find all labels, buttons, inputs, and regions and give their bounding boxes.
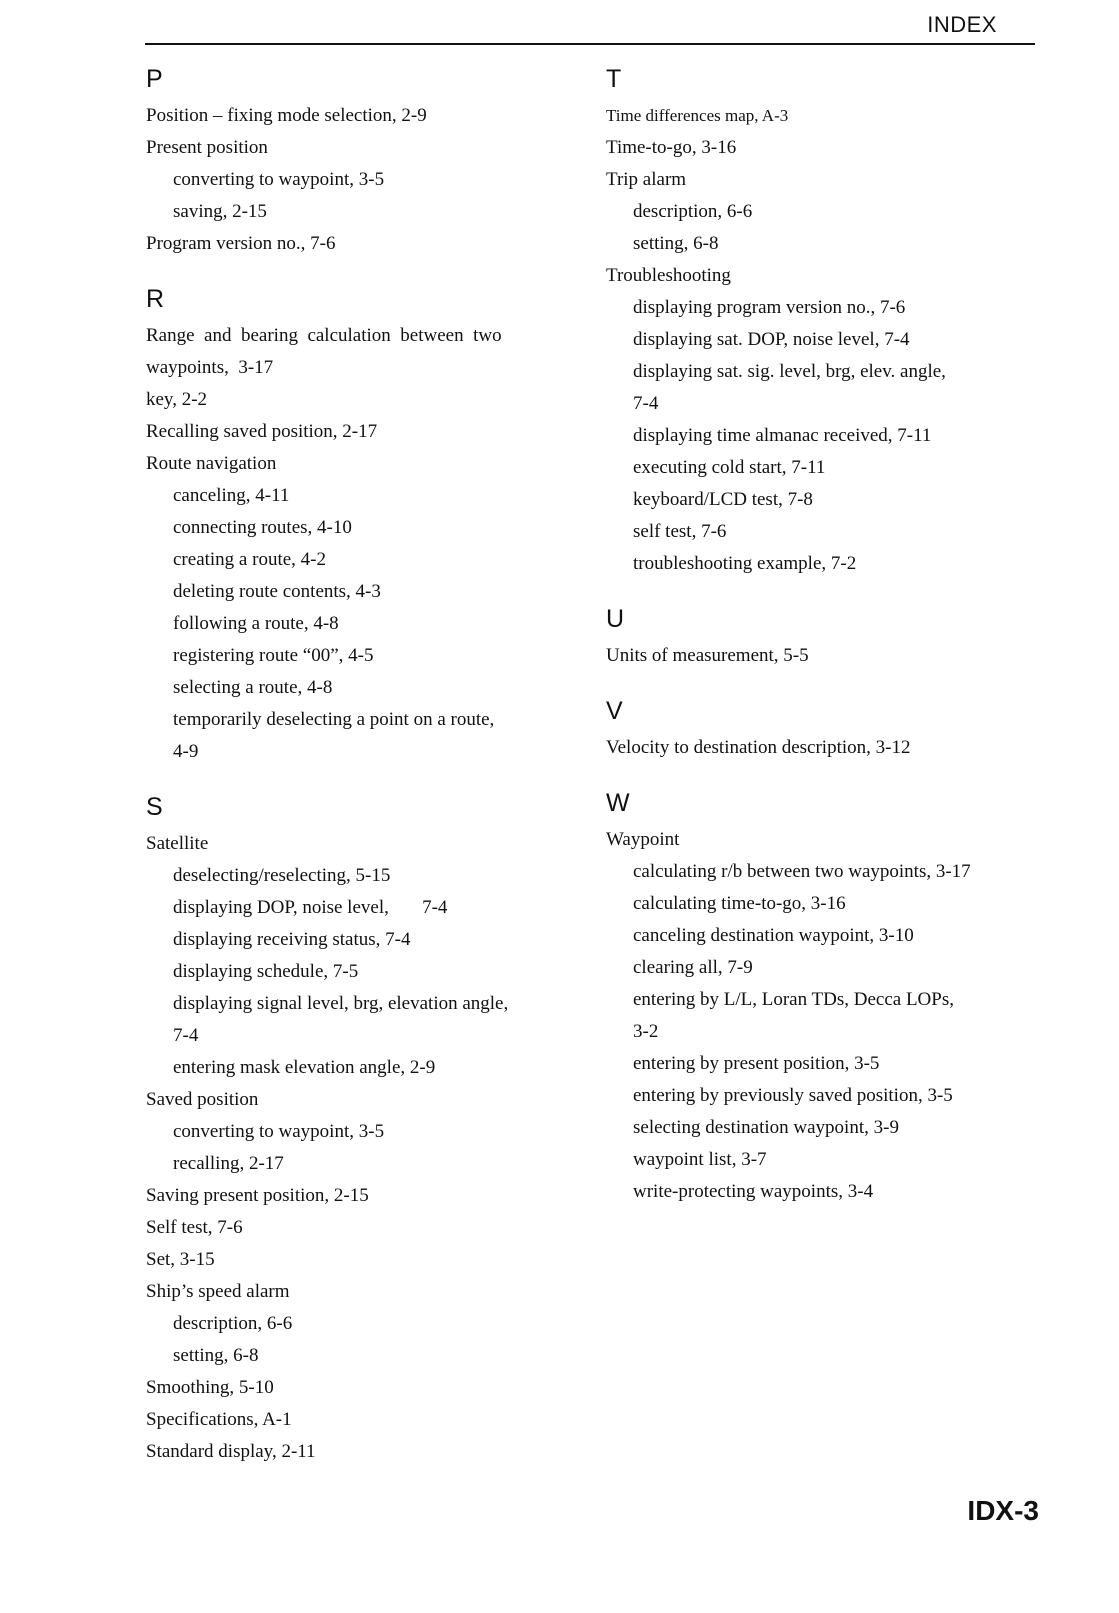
index-subentry: displaying signal level, brg, elevation angle,: [173, 993, 509, 1014]
right-column: [606, 62, 1036, 1230]
header-rule: [145, 43, 1035, 45]
section-letter: V: [606, 697, 623, 725]
index-entry: waypoints, 3-17: [146, 357, 274, 378]
section-letter: T: [606, 65, 622, 93]
index-section-s: [146, 790, 576, 1468]
section-letter: U: [606, 605, 625, 633]
index-entry: Time differences map, A-3: [606, 106, 789, 125]
index-subentry: registering route “00”, 4-5: [173, 645, 374, 666]
index-subentry: calculating r/b between two waypoints, 3-17: [633, 861, 971, 882]
index-entry: Waypoint: [606, 829, 680, 850]
left-column: [146, 62, 576, 1490]
section-letter: R: [146, 285, 165, 313]
index-subentry: displaying program version no., 7-6: [633, 297, 906, 318]
index-subentry: displaying DOP, noise level, 7-4: [173, 897, 448, 918]
index-subentry: 3-2: [633, 1021, 659, 1042]
index-subentry: canceling, 4-11: [173, 485, 290, 506]
index-entry: Ship’s speed alarm: [146, 1281, 290, 1302]
index-subentry: description, 6-6: [173, 1313, 293, 1334]
index-subentry: converting to waypoint, 3-5: [173, 1121, 385, 1142]
index-entry: Position – fixing mode selection, 2-9: [146, 105, 427, 126]
index-section-p: [146, 62, 576, 260]
index-subentry: self test, 7-6: [633, 521, 727, 542]
index-entry: Program version no., 7-6: [146, 233, 336, 254]
index-subentry: keyboard/LCD test, 7-8: [633, 489, 813, 510]
index-subentry: selecting a route, 4-8: [173, 677, 333, 698]
index-subentry: 7-4: [173, 1025, 199, 1046]
index-subentry: 7-4: [633, 393, 659, 414]
index-section-u: [606, 602, 1036, 672]
index-entry: Present position: [146, 137, 268, 158]
index-section-w: [606, 786, 1036, 1208]
index-entry: Satellite: [146, 833, 209, 854]
index-subentry: entering by present position, 3-5: [633, 1053, 880, 1074]
section-letter: W: [606, 789, 630, 817]
index-section-r: [146, 282, 576, 768]
index-subentry: selecting destination waypoint, 3-9: [633, 1117, 899, 1138]
index-subentry: displaying sat. sig. level, brg, elev. angle,: [633, 361, 946, 382]
index-entry: Velocity to destination description, 3-12: [606, 737, 911, 758]
index-entry: Specifications, A-1: [146, 1409, 292, 1430]
index-subentry: deselecting/reselecting, 5-15: [173, 865, 391, 886]
index-subentry: converting to waypoint, 3-5: [173, 169, 385, 190]
index-entry: Saving present position, 2-15: [146, 1185, 369, 1206]
index-entry: Units of measurement, 5-5: [606, 645, 809, 666]
index-entry: Saved position: [146, 1089, 259, 1110]
index-subentry: displaying schedule, 7-5: [173, 961, 359, 982]
index-entry: key, 2-2: [146, 389, 208, 410]
index-entry: Recalling saved position, 2-17: [146, 421, 378, 442]
index-entry: Standard display, 2-11: [146, 1441, 316, 1462]
index-entry: Trip alarm: [606, 169, 687, 190]
index-subentry: executing cold start, 7-11: [633, 457, 826, 478]
index-subentry: calculating time-to-go, 3-16: [633, 893, 846, 914]
index-entry: Smoothing, 5-10: [146, 1377, 274, 1398]
index-entry: Route navigation: [146, 453, 277, 474]
page-header-title: INDEX: [927, 12, 997, 37]
index-subentry: description, 6-6: [633, 201, 753, 222]
index-subentry: recalling, 2-17: [173, 1153, 284, 1174]
index-entry: Troubleshooting: [606, 265, 731, 286]
index-subentry: write-protecting waypoints, 3-4: [633, 1181, 874, 1202]
index-section-v: [606, 694, 1036, 764]
index-subentry: temporarily deselecting a point on a route,: [173, 709, 495, 730]
index-subentry: displaying time almanac received, 7-11: [633, 425, 932, 446]
index-subentry: 4-9: [173, 741, 199, 762]
index-subentry: entering by L/L, Loran TDs, Decca LOPs,: [633, 989, 954, 1010]
index-subentry: setting, 6-8: [633, 233, 719, 254]
page-number: IDX-3: [967, 1495, 1039, 1526]
index-subentry: saving, 2-15: [173, 201, 267, 222]
section-letter: P: [146, 65, 163, 93]
index-entry: Set, 3-15: [146, 1249, 215, 1270]
index-section-t: [606, 62, 1036, 580]
section-letter: S: [146, 793, 163, 821]
index-entry: Time-to-go, 3-16: [606, 137, 737, 158]
index-entry: Self test, 7-6: [146, 1217, 243, 1238]
index-subentry: canceling destination waypoint, 3-10: [633, 925, 914, 946]
index-subentry: entering by previously saved position, 3-5: [633, 1085, 953, 1106]
index-subentry: creating a route, 4-2: [173, 549, 326, 570]
index-subentry: displaying receiving status, 7-4: [173, 929, 411, 950]
index-subentry: entering mask elevation angle, 2-9: [173, 1057, 436, 1078]
index-subentry: setting, 6-8: [173, 1345, 259, 1366]
index-subentry: waypoint list, 3-7: [633, 1149, 767, 1170]
index-subentry: troubleshooting example, 7-2: [633, 553, 857, 574]
index-subentry: deleting route contents, 4-3: [173, 581, 381, 602]
index-subentry: clearing all, 7-9: [633, 957, 753, 978]
index-subentry: displaying sat. DOP, noise level, 7-4: [633, 329, 910, 350]
index-subentry: following a route, 4-8: [173, 613, 339, 634]
index-subentry: connecting routes, 4-10: [173, 517, 352, 538]
index-entry: Range and bearing calculation between two: [146, 325, 502, 346]
